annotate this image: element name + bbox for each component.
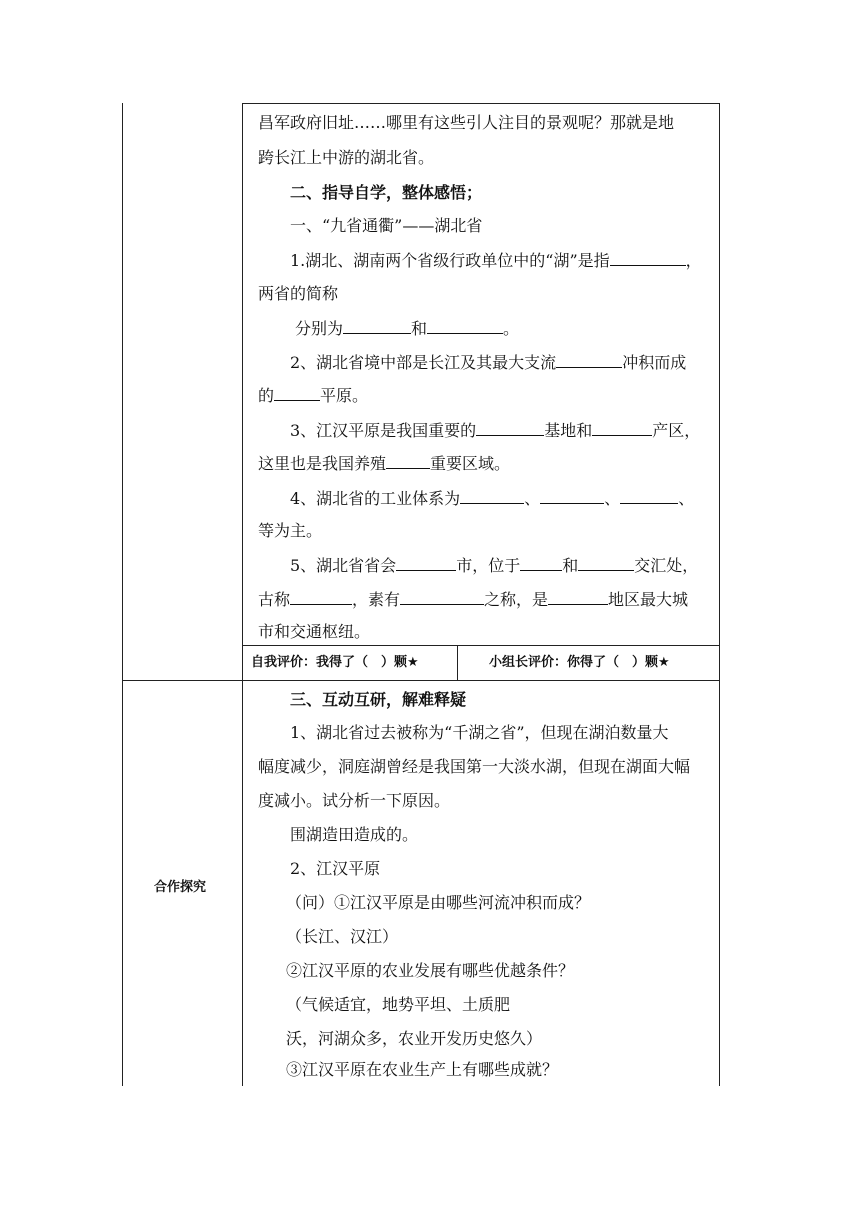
q5-text-a: 5、湖北省省会: [290, 556, 397, 575]
q5-blank-1[interactable]: [396, 555, 456, 571]
section3-p1-line-2: 幅度减少，洞庭湖曾经是我国第一大淡水湖，但现在湖面大幅: [258, 757, 691, 776]
evaluation-divider: [457, 645, 458, 680]
self-evaluation: 自我评价：我得了（ ）颗★: [251, 655, 419, 670]
q4-text-a: 4、湖北省的工业体系为: [290, 489, 461, 508]
q4-separator-2: 、: [604, 489, 621, 508]
q5-text-h: 地区最大城: [608, 590, 689, 609]
q1-text-f: 。: [503, 319, 520, 338]
q1-text-b: ，: [685, 251, 702, 270]
q5-text-e: 古称: [258, 590, 291, 609]
q5-blank-6[interactable]: [548, 589, 608, 605]
question-5-line-2: [258, 589, 688, 610]
cooperative-inquiry-label: 合作探究: [154, 880, 207, 895]
q2-text-b: 冲积而成: [622, 353, 687, 372]
question-1-line-2: 两省的简称: [258, 284, 339, 303]
q1-text-a: 1.湖北、湖南两个省级行政单位中的“湖”是指: [290, 251, 610, 270]
q1-blank-3[interactable]: [427, 318, 503, 334]
question-1-line-3: [295, 318, 519, 339]
table-border-left: [122, 103, 123, 1086]
q5-text-g: 之称，是: [484, 590, 549, 609]
group-leader-evaluation: 小组长评价：你得了（ ）颗★: [489, 655, 670, 670]
q5-blank-4[interactable]: [290, 589, 352, 605]
table-column-divider: [242, 103, 243, 1086]
q5-text-d: 交汇处，: [634, 556, 699, 575]
section3-answer-a: （长江、汉江）: [286, 927, 399, 946]
section3-heading: 三、互动互研，解难释疑: [290, 690, 467, 709]
intro-line-2: 跨长江上中游的湖北省。: [258, 148, 435, 167]
section3-question-c: ③江汉平原在农业生产上有哪些成就？: [286, 1060, 559, 1079]
section3-question-a: （问）①江汉平原是由哪些河流冲积而成？: [286, 893, 591, 912]
question-3-line-2: [258, 453, 510, 474]
question-4-line-1: [290, 488, 694, 509]
q2-text-d: 平原。: [320, 386, 369, 405]
q4-separator-1: 、: [524, 489, 541, 508]
q5-blank-5[interactable]: [400, 589, 484, 605]
table-border-top: [242, 103, 720, 104]
question-5-line-1: [290, 555, 698, 576]
q1-text-e: 和: [411, 319, 428, 338]
q3-text-c: 产区，: [652, 421, 701, 440]
q3-text-d: 这里也是我国养殖: [258, 454, 387, 473]
q5-text-b: 市，位于: [456, 556, 521, 575]
q1-text-d: 分别为: [295, 319, 344, 338]
q3-blank-1[interactable]: [476, 420, 544, 436]
q3-text-b: 基地和: [544, 421, 593, 440]
question-2-line-2: [258, 385, 368, 406]
section3-answer-b-line-2: 沃，河湖众多，农业开发历史悠久）: [286, 1029, 543, 1048]
section2-subheading: 一、“九省通衢”——湖北省: [290, 216, 483, 235]
intro-line-1: 昌军政府旧址……哪里有这些引人注目的景观呢？那就是地: [258, 113, 675, 132]
q4-blank-1[interactable]: [460, 488, 524, 504]
question-3-line-1: [290, 420, 700, 441]
q5-blank-3[interactable]: [578, 555, 634, 571]
q5-blank-2[interactable]: [520, 555, 562, 571]
section2-heading: 二、指导自学，整体感悟；: [290, 183, 483, 202]
evaluation-row-top: [242, 645, 720, 646]
evaluation-row-bottom: [122, 680, 720, 681]
q3-text-a: 3、江汉平原是我国重要的: [290, 421, 477, 440]
q3-blank-2[interactable]: [592, 420, 652, 436]
section3-p1-line-3: 度减小。试分析一下原因。: [258, 791, 451, 810]
q1-blank-2[interactable]: [343, 318, 411, 334]
section3-answer-1: 围湖造田造成的。: [290, 825, 419, 844]
q2-text-c: 的: [258, 386, 275, 405]
q3-blank-3[interactable]: [386, 453, 430, 469]
q3-text-e: 重要区域。: [430, 454, 511, 473]
q4-blank-2[interactable]: [540, 488, 604, 504]
section3-question-b: ②江汉平原的农业发展有哪些优越条件？: [286, 961, 575, 980]
question-2-line-1: [290, 352, 686, 373]
q1-blank-1[interactable]: [610, 250, 686, 266]
question-1-line-1: [290, 250, 702, 271]
q2-text-a: 2、湖北省境中部是长江及其最大支流: [290, 353, 557, 372]
section3-answer-b-line-1: （气候适宜，地势平坦、土质肥: [286, 995, 511, 1014]
section3-p2: 2、江汉平原: [290, 859, 381, 878]
table-border-right: [719, 103, 720, 1086]
q2-blank-2[interactable]: [274, 385, 320, 401]
q5-text-f: ，素有: [352, 590, 401, 609]
q2-blank-1[interactable]: [556, 352, 622, 368]
question-4-line-2: 等为主。: [258, 521, 323, 540]
section3-p1-line-1: 1、湖北省过去被称为“千湖之省”，但现在湖泊数量大: [290, 723, 669, 742]
question-5-line-3: 市和交通枢纽。: [258, 622, 371, 641]
q4-blank-3[interactable]: [620, 488, 678, 504]
q5-text-c: 和: [562, 556, 579, 575]
q4-separator-3: 、: [678, 489, 695, 508]
